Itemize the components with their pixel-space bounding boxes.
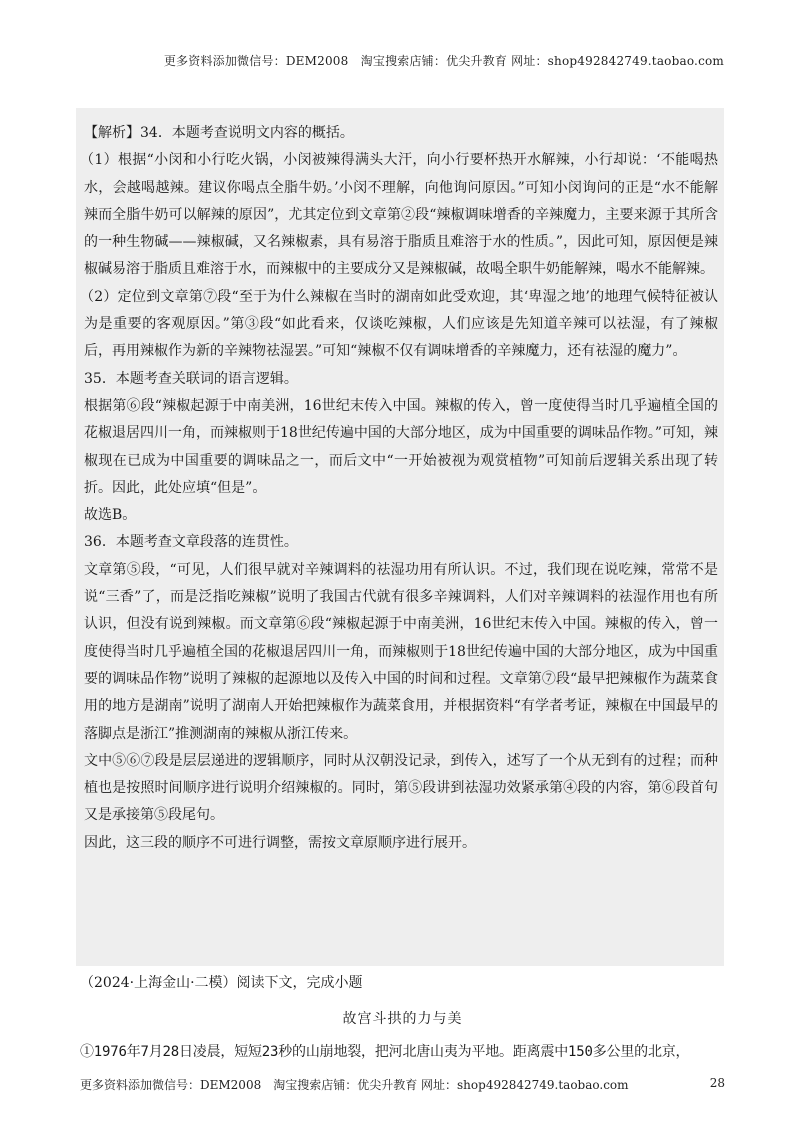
analysis-paragraph: 因此，这三段的顺序不可进行调整，需按文章原顺序进行展开。 <box>84 834 476 851</box>
analysis-block <box>76 108 724 966</box>
analysis-heading: 【解析】34．本题考查说明文内容的概括。 <box>84 125 354 141</box>
page-footer <box>80 1076 725 1093</box>
analysis-heading: 36．本题考查文章段落的连贯性。 <box>84 534 298 551</box>
article-section <box>80 970 725 1064</box>
page-header: 更多资料添加微信号：DEM2008 淘宝搜索店铺：优尖升教育 网址：shop492842749.taobao.com <box>163 54 724 68</box>
analysis-paragraph: （2）定位到文章第⑦段“至于为什么辣椒在当时的湖南如此受欢迎，其‘卑湿之地’的地理气候特征被认为是重要的客观原因。”第③段“如此看来，仅谈吃辣椒，人们应该是先知道辛辣可以祛湿，有了辣椒后，再用辣椒作为新的辛辣物祛湿罢。”可知“辣椒不仅有调味增香的辛辣魔力，还有祛湿的魔力”。 <box>80 288 718 360</box>
analysis-paragraph: 文章第⑤段，“可见，人们很早就对辛辣调料的祛湿功用有所认识。不过，我们现在说吃辣，常常不是说“三香”了，而是泛指吃辣椒”说明了我国古代就有很多辛辣调料，人们对辛辣调料的祛湿作用也有所认识，但没有说到辣椒。而文章第⑥段“辣椒起源于中南美洲，16世纪末传入中国。辣椒的传入，曾一度使得当时几乎遍植全国的花椒退居四川一角，而辣椒则于18世纪传遍中国的大部分地区，成为中国重要的调味品作物”说明了辣椒的起源地以及传入中国的时间和过程。文章第⑦段“最早把辣椒作为蔬菜食用的地方是湖南”说明了湖南人开始把辣椒作为蔬菜食用，并根据资料“有学者考证，辣椒在中国最早的落脚点是浙江”推测湖南的辣椒从浙江传来。 <box>84 561 718 742</box>
analysis-paragraph: 根据第⑥段“辣椒起源于中南美洲，16世纪末传入中国。辣椒的传入，曾一度使得当时几乎遍植全国的花椒退居四川一角，而辣椒则于18世纪传遍中国的大部分地区，成为中国重要的调味品作物。”可知，辣椒现在已成为中国重要的调味品之一，而后文中“一开始被视为观赏植物”可知前后逻辑关系出现了转折。因此，此处应填“但是”。 <box>84 397 718 496</box>
analysis-paragraph: （1）根据“小闵和小行吃火锅，小闵被辣得满头大汗，向小行要杯热开水解辣，小行却说：‘不能喝热水，会越喝越辣。建议你喝点全脂牛奶。’小闵不理解，向他询问原因。”可知小闵询问的正是“水不能解辣而全脂牛奶可以解辣的原因”，尤其定位到文章第②段“辣椒调味增香的辛辣魔力，主要来源于其所含的一种生物碱——辣椒碱，又名辣椒素，具有易溶于脂质且难溶于水的性质。”，因此可知，原因便是辣椒碱易溶于脂质且难溶于水，而辣椒中的主要成分又是辣椒碱，故喝全职牛奶能解辣，喝水不能解辣。 <box>80 152 718 278</box>
analysis-answer: 故选B。 <box>84 507 137 524</box>
footer-text: 更多资料添加微信号：DEM2008 淘宝搜索店铺：优尖升教育 网址：shop492842749.taobao.com <box>80 1078 629 1092</box>
analysis-paragraph: 文中⑤⑥⑦段是层层递进的逻辑顺序，同时从汉朝没记录，到传入，述写了一个从无到有的过程；而种植也是按照时间顺序进行说明介绍辣椒的。同时，第⑤段讲到祛湿功效紧承第④段的内容，第⑥段首句又是承接第⑤段尾句。 <box>84 752 718 824</box>
article-title: 故宫斗拱的力与美 <box>342 1011 463 1027</box>
page-number: 28 <box>709 1076 725 1090</box>
analysis-heading: 35．本题考查关联词的语言逻辑。 <box>84 370 298 387</box>
article-paragraph: ①1976年7月28日凌晨，短短23秒的山崩地裂，把河北唐山夷为平地。距离震中150多公里的北京， <box>80 1044 690 1060</box>
question-source: （2024·上海金山·二模）阅读下文，完成小题 <box>80 975 363 991</box>
